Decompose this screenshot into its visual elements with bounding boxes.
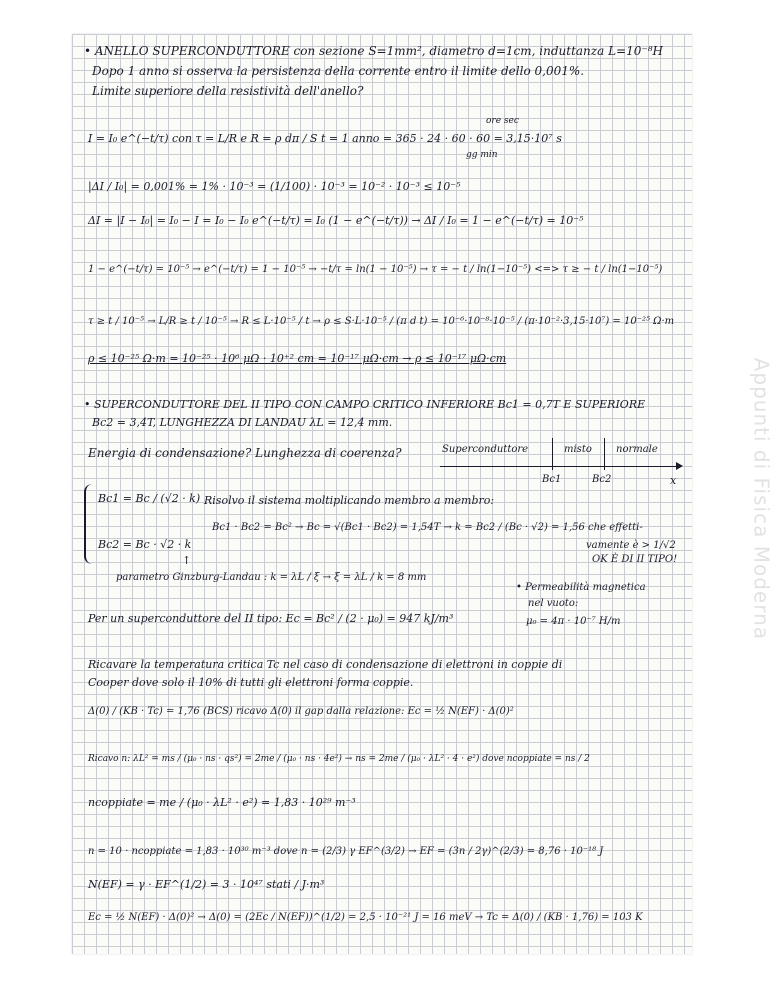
phase-axis-var: x: [670, 474, 677, 487]
system-note: Risolvo il sistema moltiplicando membro a membro:: [204, 494, 495, 507]
system-eq2: Bc2 = Bc · √2 · k: [98, 538, 192, 551]
s1-formula-decay: I = I₀ e^(−t/τ) con τ = L/R e R = ρ dπ / S t = 1 anno = 365 · 24 · 60 · 60 = 3,15·10⁷ s: [88, 132, 562, 145]
phase-label-mixed: misto: [564, 444, 592, 455]
phase-label-super: Superconduttore: [442, 444, 529, 455]
s1-formula-ratio: |ΔI / I₀| = 0,001% = 1% · 10⁻³ = (1/100) · 10⁻³ = 10⁻² · 10⁻³ ≤ 10⁻⁵: [88, 180, 461, 193]
s1-formula-rho: τ ≥ t / 10⁻⁵ → L/R ≥ t / 10⁻⁵ → R ≤ L·10⁻⁵ / t → ρ ≤ S·L·10⁻⁵ / (π d t) = 10⁻⁶·10⁻⁸·10⁻⁵ / (π·10⁻²·3,15·10⁷) = 10⁻²⁵ Ω·m: [88, 316, 675, 327]
mu0-label: • Permeabilità magnetica: [516, 582, 646, 593]
phase-tick-label-bc2: Bc2: [592, 474, 612, 485]
s2-title: • SUPERCONDUTTORE DEL II TIPO CON CAMPO CRITICO INFERIORE Bc1 = 0,7T E SUPERIORE: [84, 398, 646, 411]
s2-question: Energia di condensazione? Lunghezza di coerenza?: [88, 446, 402, 460]
system-brace: [84, 484, 96, 564]
phase-label-normal: normale: [616, 444, 658, 455]
system-eq1: Bc1 = Bc / (√2 · k): [98, 492, 201, 505]
phase-axis-line: [440, 466, 678, 467]
s3-bcs: Δ(0) / (KB · Tc) = 1,76 (BCS) ricavo Δ(0) il gap dalla relazione: Ec = ½ N(EF) · Δ(0)²: [88, 706, 514, 717]
mu0-label-cont: nel vuoto:: [528, 598, 579, 609]
system-solve: Bc1 · Bc2 = Bc² → Bc = √(Bc1 · Bc2) = 1,54T → k = Bc2 / (Bc · √2) = 1,56 che effetti-: [212, 522, 643, 533]
s3-ncoppiate: ncoppiate = me / (μ₀ · λL² · e²) = 1,83 · 10²⁹ m⁻³: [88, 796, 356, 809]
s1-units-top: ore sec: [486, 116, 519, 126]
s1-title: • ANELLO SUPERCONDUTTORE con sezione S=1mm², diametro d=1cm, induttanza L=10⁻⁸H: [84, 44, 663, 58]
s3-ns: Ricavo n: λL² = ms / (μ₀ · ns · qs²) = 2me / (μ₀ · ns · 4e²) → ns = 2me / (μ₀ · λL² · 4 · e²) dove ncoppiate = ns / 2: [88, 754, 590, 764]
gl-parameter: parametro Ginzburg-Landau : k = λL / ξ → ξ = λL / k = 8 mm: [116, 572, 427, 583]
s3-problem: Ricavare la temperatura critica Tc nel caso di condensazione di elettroni in coppie di: [88, 658, 563, 671]
s3-problem-cont: Cooper dove solo il 10% di tutti gli elettroni forma coppie.: [88, 676, 414, 689]
s1-question: Limite superiore della resistività dell'anello?: [92, 84, 364, 98]
system-solve3: OK È DI II TIPO!: [592, 554, 678, 565]
condensation-energy: Per un superconduttore del II tipo: Ec = Bc² / (2 · μ₀) = 947 kJ/m³: [88, 612, 454, 625]
s1-line: Dopo 1 anno si osserva la persistenza della corrente entro il limite dello 0,001%.: [92, 64, 585, 78]
watermark: Appunti di Fisica Moderna: [749, 357, 773, 640]
system-solve2: vamente è > 1/√2: [586, 540, 676, 551]
mu0-value: μ₀ = 4π · 10⁻⁷ H/m: [526, 616, 621, 627]
s3-density-states: N(EF) = γ · EF^(1/2) = 3 · 10⁴⁷ stati / J·m³: [88, 878, 325, 891]
phase-tick-bc2: [604, 438, 605, 470]
phase-tick-bc1: [552, 438, 553, 470]
gl-arrow: ↑: [182, 554, 192, 567]
s1-formula-ln: 1 − e^(−t/τ) = 10⁻⁵ → e^(−t/τ) = 1 − 10⁻⁵ → −t/τ = ln(1 − 10⁻⁵) → τ = − t / ln(1−10⁻⁵) <=> τ ≥ − t / ln(1−10⁻⁵): [88, 264, 663, 275]
s1-formula-delta: ΔI = |I − I₀| = I₀ − I = I₀ − I₀ e^(−t/τ) = I₀ (1 − e^(−t/τ)) → ΔI / I₀ = 1 − e^(−t/τ) = 10⁻⁵: [88, 214, 584, 227]
phase-tick-label-bc1: Bc1: [542, 474, 562, 485]
s2-title-cont: Bc2 = 3,4T, LUNGHEZZA DI LANDAU λL = 12,4 mm.: [92, 416, 393, 429]
s1-result: ρ ≤ 10⁻²⁵ Ω·m = 10⁻²⁵ · 10⁶ μΩ · 10⁺² cm = 10⁻¹⁷ μΩ·cm → ρ ≤ 10⁻¹⁷ μΩ·cm: [88, 352, 507, 365]
s3-fermi: n = 10 · ncoppiate = 1,83 · 10³⁰ m⁻³ dove n = (2/3) γ EF^(3/2) → EF = (3n / 2γ)^(2/3) = 8,76 · 10⁻¹⁸ J: [88, 846, 604, 857]
phase-axis-arrow: [676, 462, 683, 470]
s1-units-bottom: gg min: [466, 150, 498, 160]
s3-tc: Ec = ½ N(EF) · Δ(0)² → Δ(0) = (2Ec / N(EF))^(1/2) = 2,5 · 10⁻²¹ J = 16 meV → Tc = Δ(0) / (KB · 1,76) = 103 K: [88, 912, 643, 923]
